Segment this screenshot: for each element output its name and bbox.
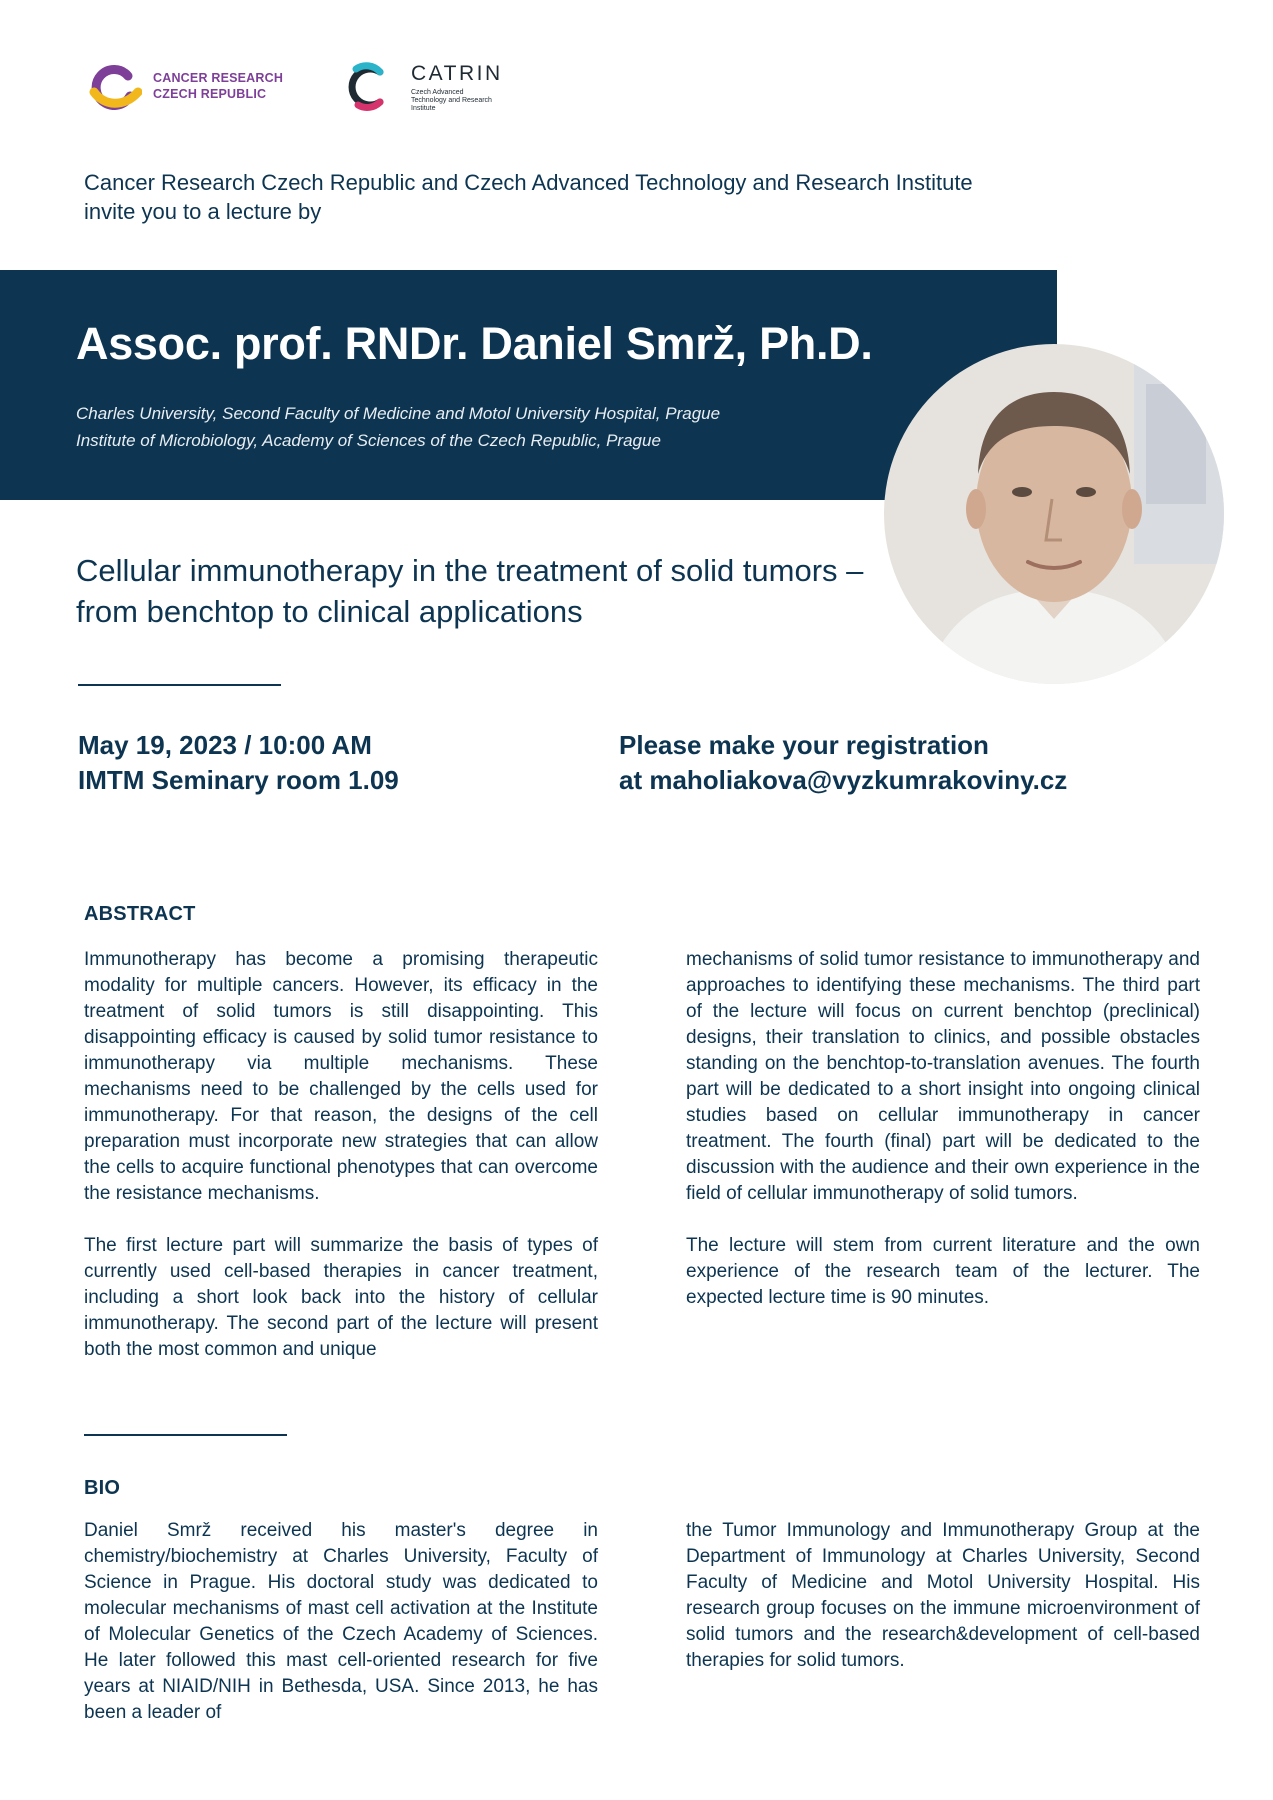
catrin-subtitle	[411, 89, 521, 113]
catrin-sub-line-3: Institute	[411, 105, 436, 112]
catrin-sub-line-2: Technology and Research	[411, 97, 492, 104]
abstract-heading: ABSTRACT	[84, 903, 196, 925]
catrin-wordmark: CATRIN	[411, 62, 503, 85]
divider	[78, 684, 281, 686]
abstract-left-column	[84, 947, 598, 1363]
cancer-research-logo-icon	[84, 62, 142, 110]
divider	[84, 1434, 287, 1436]
lecture-title: Cellular immunotherapy in the treatment of solid tumors – from benchtop to clinical applications	[76, 553, 864, 629]
intro-line-1: Cancer Research Czech Republic and Czech Advanced Technology and Research Institute	[84, 170, 973, 195]
invitation-intro	[84, 168, 1064, 226]
bio-paragraph: the Tumor Immunology and Immunotherapy Group at the Department of Immunology at Charles University, Second Faculty of Medicine and Motol University Hospital. His research group focuses on the immune microenvironment of solid tumors and the research&development of cell-based therapies for solid tumors.	[686, 1520, 1200, 1671]
logo-line-1: CANCER RESEARCH	[153, 71, 284, 85]
cancer-research-logo-text	[153, 70, 283, 102]
event-date-time: May 19, 2023 / 10:00 AM	[78, 730, 372, 760]
abstract-paragraph: Immunotherapy has become a promising therapeutic modality for multiple cancers. However, its efficacy in the treatment of solid tumors is still disappointing. This disappointing efficacy is caused by solid tumor resistance to immunotherapy via multiple mechanisms. These mechanisms need to be challenged by the cells used for immunotherapy. For that reason, the designs of the cell preparation must incorporate new strategies that can allow the cells to acquire functional phenotypes that can overcome the resistance mechanisms.	[84, 949, 598, 1204]
abstract-paragraph: mechanisms of solid tumor resistance to immunotherapy and approaches to identifying these mechanisms. The third part of the lecture will focus on current benchtop (preclinical) designs, their translation to clinics, and possible obstacles standing on the benchtop-to-translation avenues. The fourth part will be dedicated to a short insight into ongoing clinical studies based on cellular immunotherapy in cancer treatment. The fourth (final) part will be dedicated to the discussion with the audience and their own experience in the field of cellular immunotherapy of solid tumors.	[686, 949, 1200, 1204]
registration-line-1: Please make your registration	[619, 730, 989, 760]
catrin-sub-line-1: Czech Advanced	[411, 89, 464, 96]
cancer-research-cz-logo	[84, 62, 304, 110]
speaker-name: Assoc. prof. RNDr. Daniel Smrž, Ph.D.	[76, 318, 873, 369]
registration-email[interactable]: at maholiakova@vyzkumrakoviny.cz	[619, 765, 1068, 795]
affiliation-1: Charles University, Second Faculty of Medicine and Motol University Hospital, Prague	[76, 404, 721, 423]
speaker-affiliations	[76, 400, 720, 454]
catrin-logo	[344, 60, 544, 116]
speaker-portrait-icon	[884, 344, 1224, 684]
catrin-logo-icon	[344, 62, 390, 112]
bio-right-column	[686, 1518, 1200, 1674]
registration-info	[619, 728, 1067, 798]
event-room: IMTM Seminary room 1.09	[78, 765, 399, 795]
abstract-paragraph: The lecture will stem from current literature and the own experience of the research team of the lecturer. The expected lecture time is 90 minutes.	[686, 1235, 1200, 1308]
bio-left-column	[84, 1518, 598, 1726]
intro-line-2: invite you to a lecture by	[84, 199, 322, 224]
bio-paragraph: Daniel Smrž received his master's degree in chemistry/biochemistry at Charles University, Faculty of Science in Prague. His doctoral study was dedicated to molecular mechanisms of mast cell activation at the Institute of Molecular Genetics of the Czech Academy of Sciences. He later followed this mast cell-oriented research for five years at NIAID/NIH in Bethesda, USA. Since 2013, he has been a leader of	[84, 1520, 598, 1723]
abstract-right-column	[686, 947, 1200, 1311]
speaker-photo	[884, 344, 1224, 684]
bio-heading: BIO	[84, 1477, 121, 1499]
abstract-paragraph: The first lecture part will summarize the basis of types of currently used cell-based therapies in cancer treatment, including a short look back into the history of cellular immunotherapy. The second part of the lecture will present both the most common and unique	[84, 1235, 598, 1360]
affiliation-2: Institute of Microbiology, Academy of Sciences of the Czech Republic, Prague	[76, 431, 661, 450]
logo-line-2: CZECH REPUBLIC	[153, 87, 267, 101]
event-date-location	[78, 728, 399, 798]
